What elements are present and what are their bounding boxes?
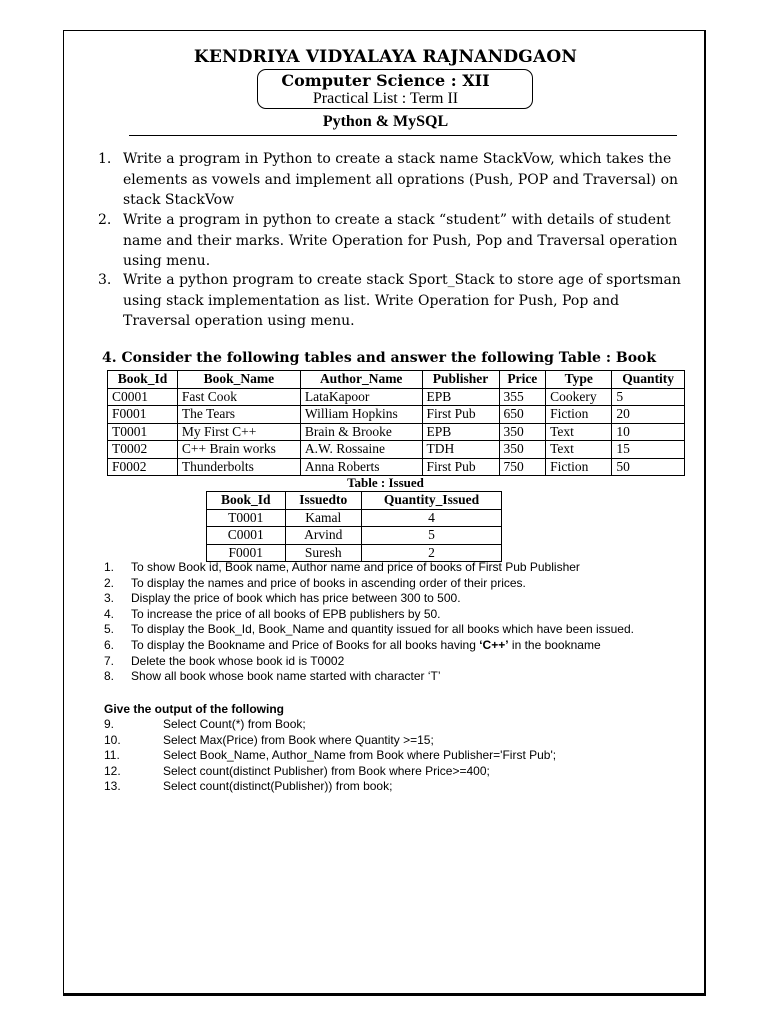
task-number: 6.: [104, 637, 115, 652]
table-cell: F0001: [207, 544, 286, 562]
table-cell: T0002: [108, 441, 178, 459]
output-heading: Give the output of the following: [104, 702, 284, 716]
task-text: Delete the book whose book id is T0002: [131, 653, 345, 668]
column-header: Book_Name: [177, 371, 300, 389]
table-cell: Kamal: [285, 509, 362, 527]
table-cell: 650: [499, 406, 546, 424]
table-cell: Thunderbolts: [177, 458, 300, 476]
table-cell: 350: [499, 423, 546, 441]
question-text: Write a python program to create stack Sport_Stack to store age of sportsman using stack implementation as list. Write Operation for Push, Pop and Traversal operation using menu.: [123, 272, 681, 329]
column-header: Quantity_Issued: [362, 492, 502, 510]
table-cell: 750: [499, 458, 546, 476]
column-header: Quantity: [612, 371, 685, 389]
column-header: Publisher: [422, 371, 499, 389]
column-header: Book_Id: [108, 371, 178, 389]
list-item: [104, 764, 694, 780]
task-number: 10.: [104, 732, 121, 747]
list-item: [104, 717, 694, 733]
table-header-row: [108, 371, 685, 389]
column-header: Price: [499, 371, 546, 389]
table-row: [108, 458, 685, 476]
table-cell: 10: [612, 423, 685, 441]
issued-table-title: Table : Issued: [347, 475, 424, 490]
question-number: 2.: [98, 212, 112, 228]
table-cell: Suresh: [285, 544, 362, 562]
table-cell: EPB: [422, 388, 499, 406]
list-item: [104, 560, 694, 576]
table-cell: T0001: [108, 423, 178, 441]
question-2: [98, 210, 688, 272]
list-item: [104, 591, 694, 607]
task-text: Select Count(*) from Book;: [163, 717, 306, 731]
table-row: [108, 441, 685, 459]
task-text: Display the price of book which has price between 300 to 500.: [131, 591, 461, 606]
task-text: Select count(distinct Publisher) from Book where Price>=400;: [163, 763, 490, 778]
sql-task-list: [104, 560, 694, 685]
task-number: 7.: [104, 653, 115, 668]
column-header: Type: [546, 371, 612, 389]
task-number: 12.: [104, 763, 121, 778]
task-number: 11.: [104, 748, 120, 763]
table-cell: My First C++: [177, 423, 300, 441]
table-cell: First Pub: [422, 458, 499, 476]
topic-title: Python & MySQL: [322, 113, 449, 130]
practical-list-title: Practical List : Term II: [312, 90, 459, 107]
column-header: Book_Id: [207, 492, 286, 510]
table-cell: C++ Brain works: [177, 441, 300, 459]
table-cell: Text: [546, 423, 612, 441]
list-item: [104, 779, 694, 795]
task-text: [131, 638, 601, 654]
table-cell: F0002: [108, 458, 178, 476]
task-text: To display the names and price of books in ascending order of their prices.: [131, 575, 526, 590]
question-text: Write a program in Python to create a stack name StackVow, which takes the elements as vowels and implement all oprations (Push, POP and Traversal) on stack StackVow: [123, 151, 679, 208]
book-table: [107, 370, 685, 476]
school-name: KENDRIYA VIDYALAYA RAJNANDGAON: [193, 47, 578, 67]
table-cell: TDH: [422, 441, 499, 459]
header-divider: [129, 135, 677, 136]
question-text: Write a program in python to create a stack “student” with details of student name and their marks. Write Operation for Push, Pop and Traversal operation using menu.: [123, 212, 678, 269]
table-header-row: [207, 492, 502, 510]
table-cell: 4: [362, 509, 502, 527]
table-cell: Cookery: [546, 388, 612, 406]
task-text: Select Max(Price) from Book where Quantity >=15;: [163, 732, 434, 747]
list-item: [104, 669, 694, 685]
task-number: 9.: [104, 717, 115, 731]
table-cell: William Hopkins: [300, 406, 422, 424]
table-cell: Text: [546, 441, 612, 459]
task-text: To display the Book_Id, Book_Name and quantity issued for all books which have been issued.: [131, 622, 634, 637]
task-text: Select count(distinct(Publisher)) from book;: [163, 779, 393, 794]
list-item: [104, 748, 694, 764]
table-cell: 2: [362, 544, 502, 562]
table-cell: 5: [612, 388, 685, 406]
table-cell: 15: [612, 441, 685, 459]
table-row: [108, 388, 685, 406]
task-number: 1.: [104, 560, 115, 574]
table-cell: 355: [499, 388, 546, 406]
table-row: [207, 527, 502, 545]
output-task-list: [104, 717, 694, 795]
issued-table: [206, 491, 502, 562]
task-number: 4.: [104, 606, 115, 621]
task-number: 2.: [104, 575, 115, 590]
table-cell: T0001: [207, 509, 286, 527]
question-3: [98, 270, 688, 332]
document-page: [63, 30, 706, 996]
table-row: [207, 544, 502, 562]
list-item: [104, 733, 694, 749]
table-cell: 20: [612, 406, 685, 424]
table-cell: A.W. Rossaine: [300, 441, 422, 459]
table-cell: C0001: [108, 388, 178, 406]
task-text: To show Book id, Book name, Author name and price of books of First Pub Publisher: [131, 560, 580, 574]
table-row: [108, 423, 685, 441]
task-number: 8.: [104, 669, 115, 684]
list-item: [104, 654, 694, 670]
question-1: [98, 149, 688, 211]
table-cell: Fast Cook: [177, 388, 300, 406]
table-cell: 5: [362, 527, 502, 545]
table-cell: 50: [612, 458, 685, 476]
task-number: 13.: [104, 779, 121, 794]
task-text: Show all book whose book name started with character ‘T’: [131, 669, 441, 684]
list-item: [104, 638, 694, 654]
task-text: To increase the price of all books of EPB publishers by 50.: [131, 606, 441, 621]
column-header: Author_Name: [300, 371, 422, 389]
task-text-bold: ‘C++’: [479, 637, 509, 652]
list-item: [104, 576, 694, 592]
list-item: [104, 607, 694, 623]
table-cell: EPB: [422, 423, 499, 441]
table-cell: Fiction: [546, 458, 612, 476]
table-cell: First Pub: [422, 406, 499, 424]
question-4-heading: 4. Consider the following tables and answer the following Table : Book: [102, 350, 657, 366]
table-row: [108, 406, 685, 424]
table-cell: Brain & Brooke: [300, 423, 422, 441]
question-number: 3.: [98, 272, 112, 288]
table-cell: The Tears: [177, 406, 300, 424]
task-text-part: in the bookname: [508, 637, 601, 652]
table-cell: Fiction: [546, 406, 612, 424]
question-number: 1.: [98, 151, 112, 167]
table-cell: C0001: [207, 527, 286, 545]
task-text: Select Book_Name, Author_Name from Book where Publisher='First Pub';: [163, 748, 557, 763]
task-text-part: To display the Bookname and Price of Books for all books having: [131, 637, 480, 652]
table-cell: Anna Roberts: [300, 458, 422, 476]
column-header: Issuedto: [285, 492, 362, 510]
task-number: 3.: [104, 591, 115, 606]
list-item: [104, 622, 694, 638]
table-cell: F0001: [108, 406, 178, 424]
task-number: 5.: [104, 622, 115, 637]
table-row: [207, 509, 502, 527]
table-cell: 350: [499, 441, 546, 459]
subject-title: Computer Science : XII: [281, 71, 490, 90]
table-cell: Arvind: [285, 527, 362, 545]
table-cell: LataKapoor: [300, 388, 422, 406]
